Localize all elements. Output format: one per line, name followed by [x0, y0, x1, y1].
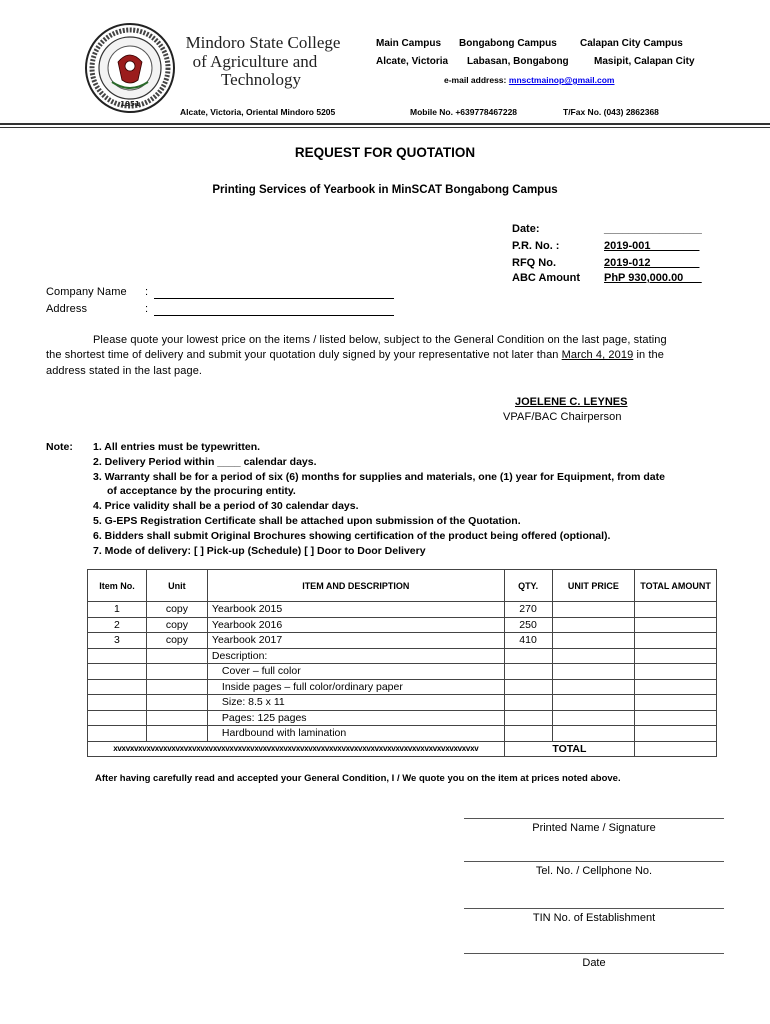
grand-total-cell[interactable]	[635, 741, 717, 757]
empty-cell	[146, 648, 207, 664]
bongabong-campus-name: Bongabong Campus	[459, 38, 557, 49]
empty-cell	[88, 695, 147, 711]
spec-cell: Cover – full color	[207, 664, 504, 680]
spec-cell: Pages: 125 pages	[207, 710, 504, 726]
college-address: Alcate, Victoria, Oriental Mindoro 5205	[180, 107, 336, 117]
company-name-label: Company Name	[46, 286, 127, 298]
empty-cell	[635, 710, 717, 726]
item-no-cell: 3	[88, 633, 147, 649]
address-field[interactable]	[154, 315, 394, 316]
empty-cell	[146, 710, 207, 726]
note-item-continued: of acceptance by the procuring entity.	[107, 485, 296, 497]
table-row	[88, 602, 717, 618]
description-cell: Yearbook 2017	[207, 633, 504, 649]
note-item: 6. Bidders shall submit Original Brochures showing certification of the product being offered (optional).	[93, 530, 611, 542]
abc-amount-label: ABC Amount	[512, 272, 581, 284]
date-signature-caption: Date	[582, 957, 606, 969]
pr-number-value: 2019-001________	[604, 240, 700, 252]
calapan-campus-address: Masipit, Calapan City	[594, 56, 695, 67]
header-total-amount: TOTAL AMOUNT	[635, 570, 717, 602]
header-unit: Unit	[146, 570, 207, 602]
qty-cell: 410	[504, 633, 552, 649]
table-row	[88, 664, 717, 680]
intro-line-2-pre: the shortest time of delivery and submit your quotation duly signed by your representative not later than	[46, 349, 559, 361]
date-label: Date:	[512, 223, 540, 235]
empty-cell	[635, 648, 717, 664]
empty-cell	[88, 679, 147, 695]
note-item: 5. G-EPS Registration Certificate shall be attached upon submission of the Quotation.	[93, 515, 521, 527]
note-label: Note:	[46, 441, 73, 453]
pr-number-label: P.R. No. :	[512, 240, 560, 252]
header-rule-thin	[0, 127, 770, 128]
calapan-campus-name: Calapan City Campus	[580, 38, 683, 49]
empty-cell	[146, 679, 207, 695]
abc-amount-value: PhP 930,000.00___	[604, 272, 702, 284]
tin-number-caption: TIN No. of Establishment	[532, 912, 656, 924]
intro-line-2-post: in the	[636, 349, 664, 361]
address-label: Address	[46, 303, 88, 315]
empty-cell	[146, 695, 207, 711]
unit-cell: copy	[146, 633, 207, 649]
table-row	[88, 617, 717, 633]
college-name-line-3: Technology	[220, 70, 301, 89]
empty-cell	[146, 726, 207, 742]
table-row	[88, 679, 717, 695]
printed-name-line[interactable]	[464, 818, 724, 819]
items-table	[87, 569, 717, 757]
description-cell: Yearbook 2015	[207, 602, 504, 618]
mobile-number: Mobile No. +639778467228	[410, 107, 518, 117]
unit-cell: copy	[146, 602, 207, 618]
note-item: 7. Mode of delivery: [ ] Pick-up (Schedule) [ ] Door to Door Delivery	[93, 545, 426, 557]
empty-cell	[504, 679, 552, 695]
empty-cell	[504, 726, 552, 742]
deadline-date: March 4, 2019	[561, 349, 634, 361]
empty-cell	[88, 664, 147, 680]
description-cell: Yearbook 2016	[207, 617, 504, 633]
table-total-row	[88, 741, 717, 757]
item-no-cell: 2	[88, 617, 147, 633]
table-row	[88, 710, 717, 726]
spec-cell: Hardbound with lamination	[207, 726, 504, 742]
date-value[interactable]: ________________	[604, 223, 702, 235]
rfq-number-value: 2019-012________	[604, 257, 700, 269]
address-colon: :	[145, 303, 149, 315]
header-description: ITEM AND DESCRIPTION	[207, 570, 504, 602]
company-name-field[interactable]	[154, 298, 394, 299]
intro-line-1: Please quote your lowest price on the items / listed below, subject to the General Condition on the last page, stating	[93, 334, 667, 346]
page-subtitle: Printing Services of Yearbook in MinSCAT Bongabong Campus	[212, 184, 558, 196]
total-amount-cell[interactable]	[635, 602, 717, 618]
email-link[interactable]: mnsctmainop@gmail.com	[508, 75, 615, 85]
total-amount-cell[interactable]	[635, 617, 717, 633]
empty-cell	[635, 664, 717, 680]
tel-number-line[interactable]	[464, 861, 724, 862]
unit-price-cell[interactable]	[552, 602, 635, 618]
email-label: e-mail address:	[444, 75, 507, 85]
spec-cell: Inside pages – full color/ordinary paper	[207, 679, 504, 695]
empty-cell	[635, 695, 717, 711]
tel-number-caption: Tel. No. / Cellphone No.	[535, 865, 653, 877]
note-item: 2. Delivery Period within ____ calendar days.	[93, 456, 317, 468]
header-unit-price: UNIT PRICE	[552, 570, 635, 602]
page-title: REQUEST FOR QUOTATION	[294, 145, 476, 160]
empty-cell	[504, 664, 552, 680]
closing-statement: After having carefully read and accepted your General Condition, I / We quote you on the item at prices noted above.	[95, 773, 621, 784]
rfq-number-label: RFQ No.	[512, 257, 556, 269]
table-row	[88, 648, 717, 664]
company-name-colon: :	[145, 286, 149, 298]
qty-cell: 270	[504, 602, 552, 618]
empty-cell	[552, 710, 635, 726]
empty-cell	[504, 695, 552, 711]
note-item: 3. Warranty shall be for a period of six (6) months for supplies and materials, one (1) year for Equipment, from date	[93, 471, 665, 483]
empty-cell	[635, 679, 717, 695]
total-amount-cell[interactable]	[635, 633, 717, 649]
description-label-cell: Description:	[207, 648, 504, 664]
empty-cell	[504, 710, 552, 726]
tin-number-line[interactable]	[464, 908, 724, 909]
unit-price-cell[interactable]	[552, 633, 635, 649]
empty-cell	[552, 648, 635, 664]
empty-cell	[552, 679, 635, 695]
table-row	[88, 726, 717, 742]
empty-cell	[552, 726, 635, 742]
intro-line-3: address stated in the last page.	[46, 365, 203, 377]
signatory-position: VPAF/BAC Chairperson	[503, 411, 622, 423]
qty-cell: 250	[504, 617, 552, 633]
svg-text:1951: 1951	[120, 100, 140, 108]
empty-cell	[88, 726, 147, 742]
empty-cell	[146, 664, 207, 680]
header-item-no: Item No.	[88, 570, 147, 602]
date-signature-line[interactable]	[464, 953, 724, 954]
header-rule-thick	[0, 123, 770, 125]
college-name-line-1: Mindoro State College	[185, 33, 341, 52]
printed-name-caption: Printed Name / Signature	[532, 822, 656, 834]
filler-cell: xvxvxvxvxvxvxvxvxvxvxvxvxvxvxvxvxvxvxvxvxvxvxvxvxvxvxvxvxvxvxvxvxvxvxvxvxvxvxvxvxvxvxvxv	[88, 741, 505, 757]
note-item: 1. All entries must be typewritten.	[93, 441, 261, 453]
email-line	[444, 75, 614, 85]
empty-cell	[504, 648, 552, 664]
total-label: TOTAL	[504, 741, 635, 757]
main-campus-address: Alcate, Victoria	[376, 56, 449, 67]
college-name-line-2: of Agriculture and	[192, 52, 318, 71]
table-header-row	[88, 570, 717, 602]
spec-cell: Size: 8.5 x 11	[207, 695, 504, 711]
unit-cell: copy	[146, 617, 207, 633]
table-row	[88, 633, 717, 649]
empty-cell	[635, 726, 717, 742]
intro-line-2	[46, 349, 664, 361]
bongabong-campus-address: Labasan, Bongabong	[467, 56, 569, 67]
table-row	[88, 695, 717, 711]
signatory-name: JOELENE C. LEYNES	[515, 396, 628, 408]
telfax-number: T/Fax No. (043) 2862368	[563, 107, 659, 117]
empty-cell	[552, 695, 635, 711]
item-no-cell: 1	[88, 602, 147, 618]
header-qty: QTY.	[504, 570, 552, 602]
empty-cell	[88, 710, 147, 726]
note-item: 4. Price validity shall be a period of 30 calendar days.	[93, 500, 359, 512]
college-seal-logo	[84, 22, 176, 114]
unit-price-cell[interactable]	[552, 617, 635, 633]
main-campus-name: Main Campus	[376, 38, 442, 49]
empty-cell	[88, 648, 147, 664]
empty-cell	[552, 664, 635, 680]
